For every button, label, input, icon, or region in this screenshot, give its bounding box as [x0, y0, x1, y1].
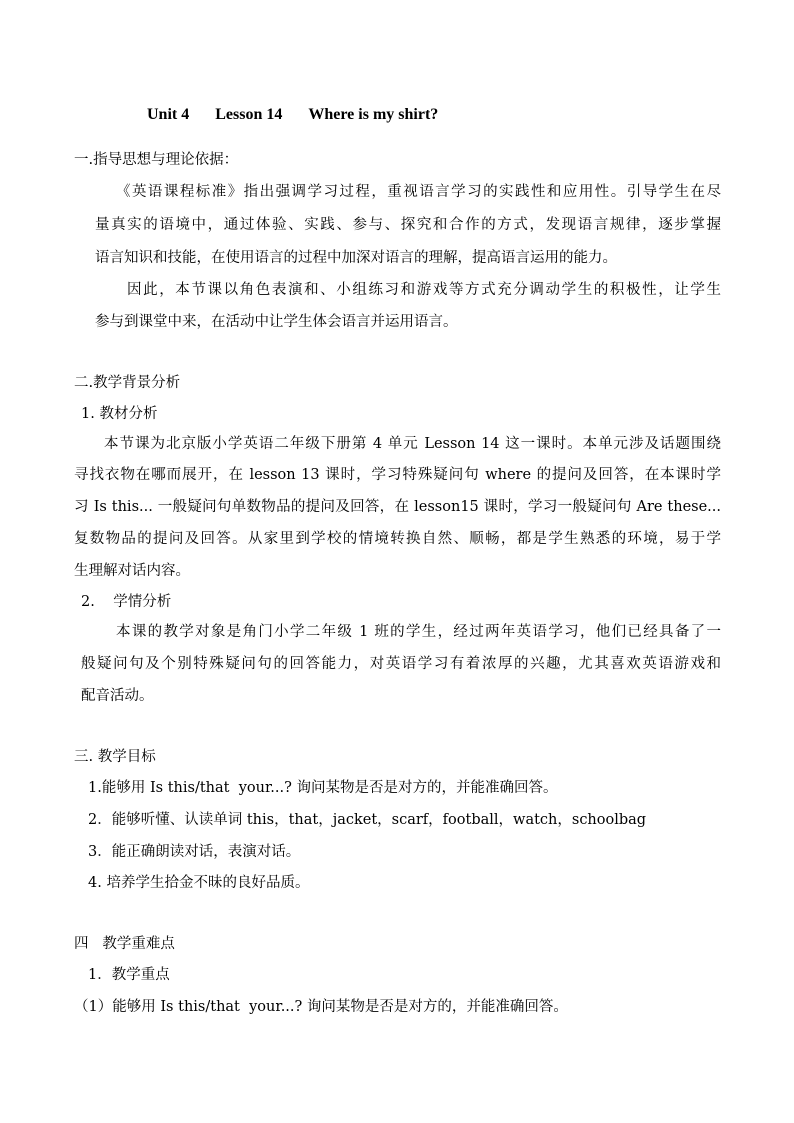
- objective-item-4: 4. 培养学生拾金不昧的良好品质。: [88, 875, 310, 891]
- section2-paragraph1-line4: 复数物品的提问及回答。从家里到学校的情境转换自然、顺畅，都是学生熟悉的环境，易于学: [74, 531, 721, 547]
- section1-paragraph2-line2: 参与到课堂中来，在活动中让学生体会语言并运用语言。: [95, 314, 458, 330]
- section2-paragraph2-line1: 本课的教学对象是角门小学二年级 1 班的学生，经过两年英语学习，他们已经具备了一: [116, 624, 721, 640]
- section1-paragraph1-line2: 量真实的语境中，通过体验、实践、参与、探究和合作的方式，发现语言规律，逐步掌握: [95, 217, 721, 233]
- section1-heading: 一.指导思想与理论依据：: [74, 152, 239, 168]
- section2-paragraph1-line1: 本节课为北京版小学英语二年级下册第 4 单元 Lesson 14 这一课时。本单元涉及话题围绕: [104, 436, 721, 452]
- section2-paragraph1-line2: 寻找衣物在哪而展开，在 lesson 13 课时，学习特殊疑问句 where 的提问及回答，在本课时学: [74, 467, 721, 483]
- section2-paragraph1-line5: 生理解对话内容。: [74, 563, 190, 579]
- section3-heading: 三. 教学目标: [74, 749, 156, 765]
- section2-paragraph1-line3: 习 Is this... 一般疑问句单数物品的提问及回答，在 lesson15 课时，学习一般疑问句 Are these...: [74, 499, 721, 515]
- lesson-title: [147, 106, 438, 124]
- section1-paragraph2-line1: 因此，本节课以角色表演和、小组练习和游戏等方式充分调动学生的积极性，让学生: [127, 282, 721, 298]
- section1-paragraph1-line3: 语言知识和技能，在使用语言的过程中加深对语言的理解，提高语言运用的能力。: [95, 250, 617, 266]
- section2-heading: 二.教学背景分析: [74, 375, 181, 391]
- objective-item-1: 1.能够用 Is this/that your...? 询问某物是否是对方的，并能准确回答。: [88, 780, 558, 796]
- section2-paragraph2-line2: 般疑问句及个别特殊疑问句的回答能力，对英语学习有着浓厚的兴趣，尤其喜欢英语游戏和: [81, 656, 721, 672]
- objective-item-2: 2．能够听懂、认读单词 this，that，jacket，scarf，football，watch，schoolbag: [88, 812, 647, 828]
- section2-sub1-heading: 1. 教材分析: [81, 406, 158, 422]
- key-point-item-1: （1）能够用 Is this/that your...? 询问某物是否是对方的，并能准确回答。: [74, 999, 568, 1015]
- section4-sub1-heading: 1．教学重点: [88, 967, 170, 983]
- unit-label: Unit 4: [147, 106, 190, 123]
- section2-sub2-heading: 2. 学情分析: [81, 594, 172, 610]
- lesson-topic: Where is my shirt?: [308, 106, 439, 123]
- section2-paragraph2-line3: 配音活动。: [81, 688, 154, 704]
- section1-paragraph1-line1: 《英语课程标准》指出强调学习过程，重视语言学习的实践性和应用性。引导学生在尽: [116, 184, 721, 200]
- lesson-label: Lesson 14: [215, 106, 283, 123]
- section4-heading: 四 教学重难点: [74, 936, 175, 952]
- objective-item-3: 3．能正确朗读对话，表演对话。: [88, 844, 301, 860]
